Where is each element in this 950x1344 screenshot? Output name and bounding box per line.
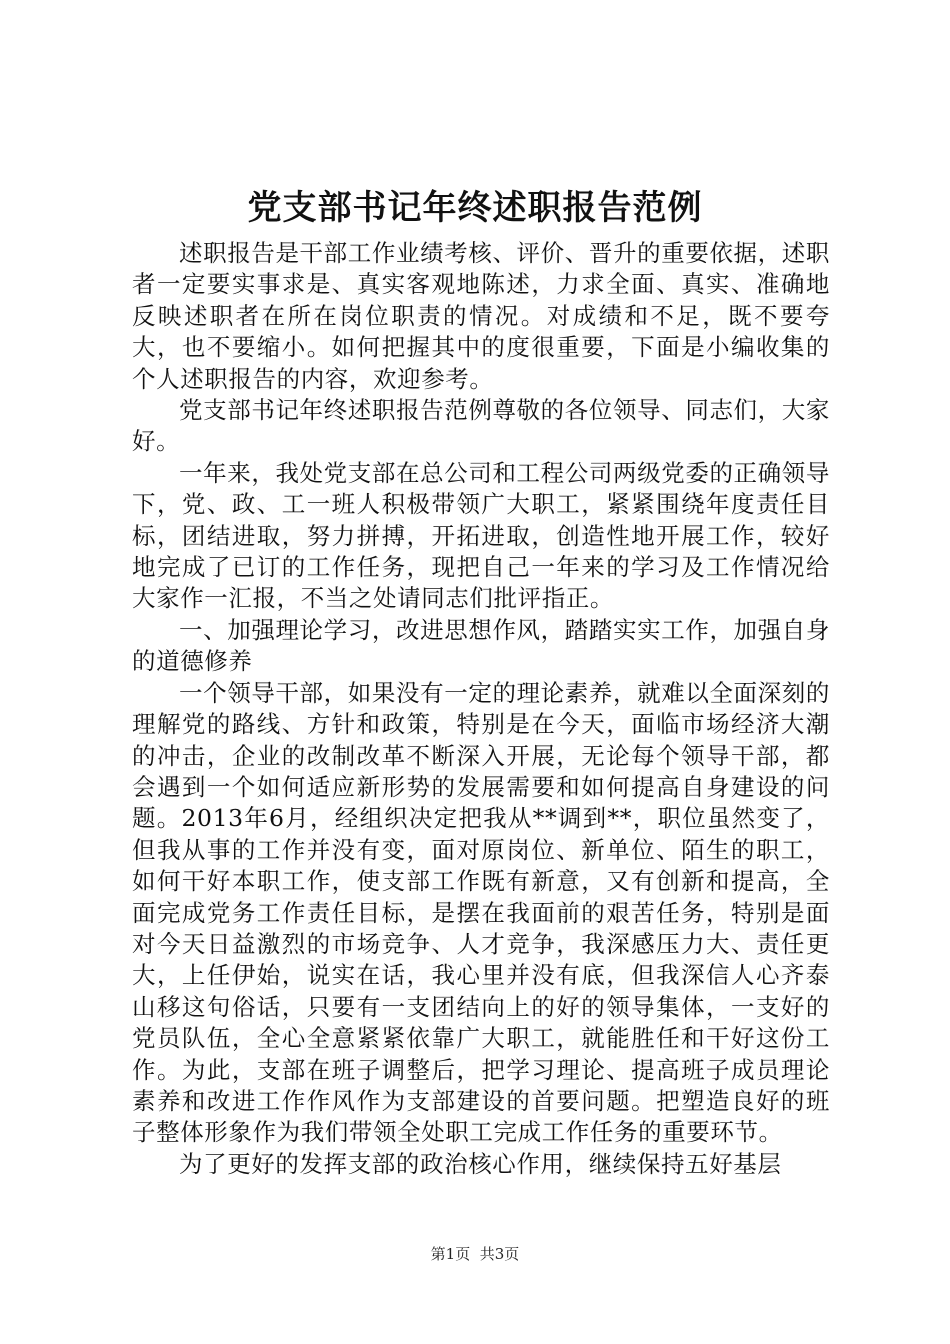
paragraph-overview: 一年来，我处党支部在总公司和工程公司两级党委的正确领导下，党、政、工一班人积极带领广大职工，紧紧围绕年度责任目标，团结进取，努力拼搏，开拓进取，创造性地开展工作，较好地完成了已订的工作任务，现把自己一年来的学习及工作情况给大家作一汇报，不当之处请同志们批评指正。 xyxy=(132,458,830,613)
paragraph-continued: 为了更好的发挥支部的政治核心作用，继续保持五好基层 xyxy=(179,1149,782,1178)
paragraph-intro: 述职报告是干部工作业绩考核、评价、晋升的重要依据，述职者一定要实事求是、真实客观地陈述，力求全面、真实、准确地反映述职者在所在岗位职责的情况。对成绩和不足，既不要夸大，也不要缩小。如何把握其中的度很重要，下面是小编收集的个人述职报告的内容，欢迎参考。 xyxy=(132,239,830,393)
document-body xyxy=(132,238,830,1180)
document-title: 党支部书记年终述职报告范例 xyxy=(247,188,703,228)
page-number: 第1页 xyxy=(430,1245,471,1263)
paragraph-greeting: 党支部书记年终述职报告范例尊敬的各位领导、同志们，大家好。 xyxy=(132,396,830,456)
section-heading-1: 一、加强理论学习，改进思想作风，踏踏实实工作，加强自身的道德修养 xyxy=(132,615,830,676)
page-total: 共3页 xyxy=(479,1245,520,1263)
page-footer xyxy=(0,1244,950,1264)
paragraph-theory: 一个领导干部，如果没有一定的理论素养，就难以全面深刻的理解党的路线、方针和政策，特别是在今天，面临市场经济大潮的冲击，企业的改制改革不断深入开展，无论每个领导干部，都会遇到一个如何适应新形势的发展需要和如何提高自身建设的问题。2013年6月，经组织决定把我从**调到**，职位虽然变了，但我从事的工作并没有变，面对原岗位、新单位、陌生的职工，如何干好本职工作，使支部工作既有新意，又有创新和提高，全面完成党务工作责任目标，是摆在我面前的艰苦任务，特别是面对今天日益激烈的市场竞争、人才竞争，我深感压力大、责任更大，上任伊始，说实在话，我心里并没有底，但我深信人心齐泰山移这句俗话，只要有一支团结向上的好的领导集体，一支好的党员队伍，全心全意紧紧依靠广大职工，就能胜任和干好这份工作。为此，支部在班子调整后，把学习理论、提高班子成员理论素养和改进工作作风作为支部建设的首要问题。把塑造良好的班子整体形象作为我们带领全处职工完成工作任务的重要环节。 xyxy=(132,678,830,1147)
